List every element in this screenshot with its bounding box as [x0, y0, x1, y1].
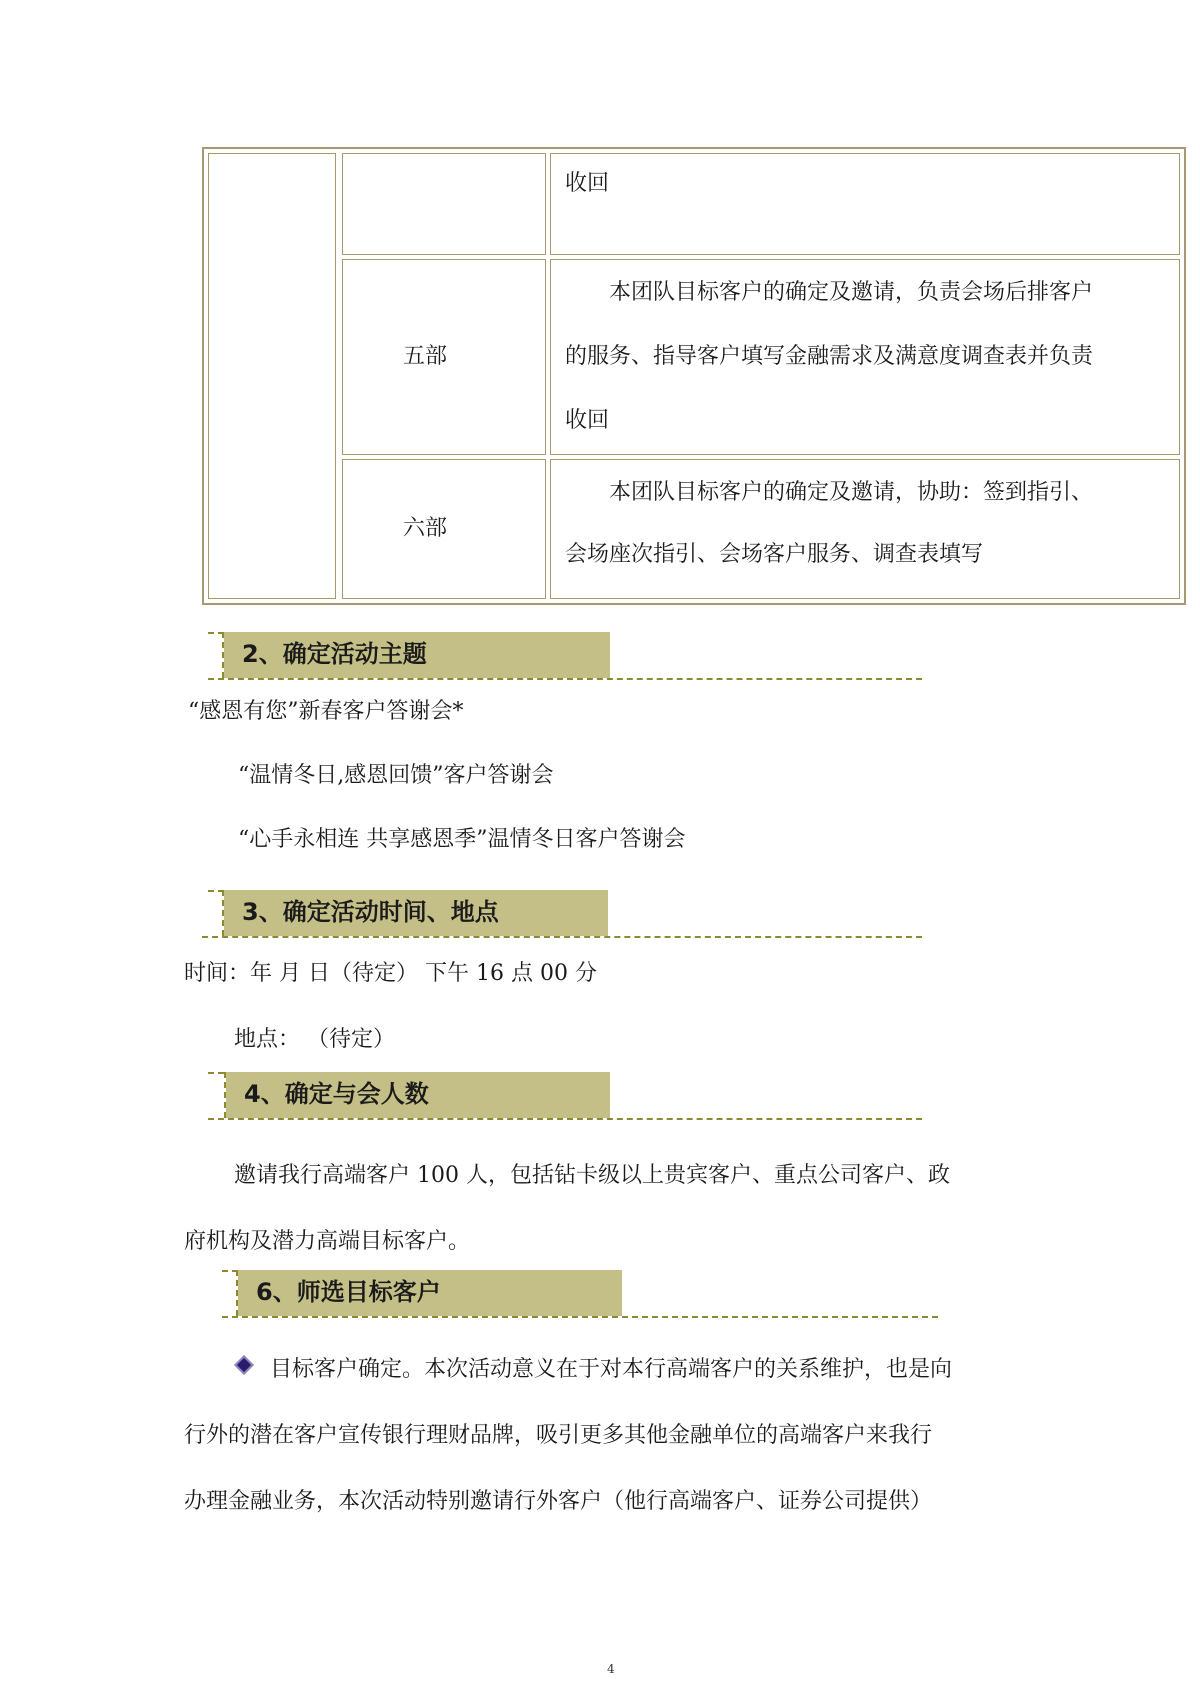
- table-cell-dept: [342, 259, 546, 455]
- section-header-attendees: [202, 1072, 922, 1122]
- table-cell-desc: [550, 259, 1180, 455]
- page-number: 4: [607, 1662, 615, 1676]
- table-cell-group: [208, 153, 336, 599]
- section-title: 3、确定活动时间、地点: [224, 890, 608, 936]
- dept-label: 六部: [403, 516, 448, 541]
- header-dash-bottom: [208, 1118, 922, 1120]
- table-cell-dept: [342, 459, 546, 599]
- diamond-bullet-icon: [234, 1355, 254, 1375]
- table-cell-text: 会场座次指引、会场客户服务、调查表填写: [565, 542, 984, 567]
- target-text: 办理金融业务，本次活动特别邀请行外客户（他行高端客户、证券公司提供）: [184, 1489, 933, 1514]
- theme-option: “温情冬日,感恩回馈”客户答谢会: [238, 763, 554, 788]
- dept-label: 五部: [403, 344, 448, 369]
- theme-option: “感恩有您”新春客户答谢会*: [188, 699, 464, 724]
- event-time: 时间：年 月 日（待定） 下午 16 点 00 分: [184, 961, 597, 986]
- header-dash-bottom: [208, 678, 922, 680]
- header-dash-bottom: [222, 1316, 938, 1318]
- responsibility-table: [202, 147, 1186, 605]
- section-header-time-place: [202, 890, 922, 940]
- header-dash-top: [208, 1072, 224, 1074]
- attendees-text: 府机构及潜力高端目标客户。: [184, 1229, 471, 1254]
- table-cell-desc: [550, 153, 1180, 255]
- table-cell-text: 收回: [565, 408, 610, 433]
- header-dash-bottom: [202, 936, 922, 938]
- section-header-target: [218, 1270, 938, 1320]
- attendees-text: 邀请我行高端客户 100 人，包括钻卡级以上贵宾客户、重点公司客户、政: [234, 1163, 950, 1188]
- theme-option: “心手永相连 共享感恩季”温情冬日客户答谢会: [238, 827, 686, 852]
- target-text: 行外的潜在客户宣传银行理财品牌，吸引更多其他金融单位的高端客户来我行: [184, 1423, 933, 1448]
- table-cell-text: 收回: [565, 171, 610, 196]
- table-cell-text: 本团队目标客户的确定及邀请，协助：签到指引、: [609, 480, 1094, 505]
- section-title: 2、确定活动主题: [224, 632, 610, 678]
- table-cell-desc: [550, 459, 1180, 599]
- table-cell-dept: [342, 153, 546, 255]
- table-cell-text: 本团队目标客户的确定及邀请，负责会场后排客户: [609, 280, 1094, 305]
- target-text: 目标客户确定。本次活动意义在于对本行高端客户的关系维护，也是向: [270, 1357, 953, 1382]
- event-place: 地点： （待定）: [234, 1027, 395, 1052]
- section-title: 4、确定与会人数: [226, 1072, 610, 1118]
- section-header-theme: [202, 632, 922, 682]
- section-title: 6、师选目标客户: [238, 1270, 622, 1316]
- table-cell-text: 的服务、指导客户填写金融需求及满意度调查表并负责: [565, 344, 1094, 369]
